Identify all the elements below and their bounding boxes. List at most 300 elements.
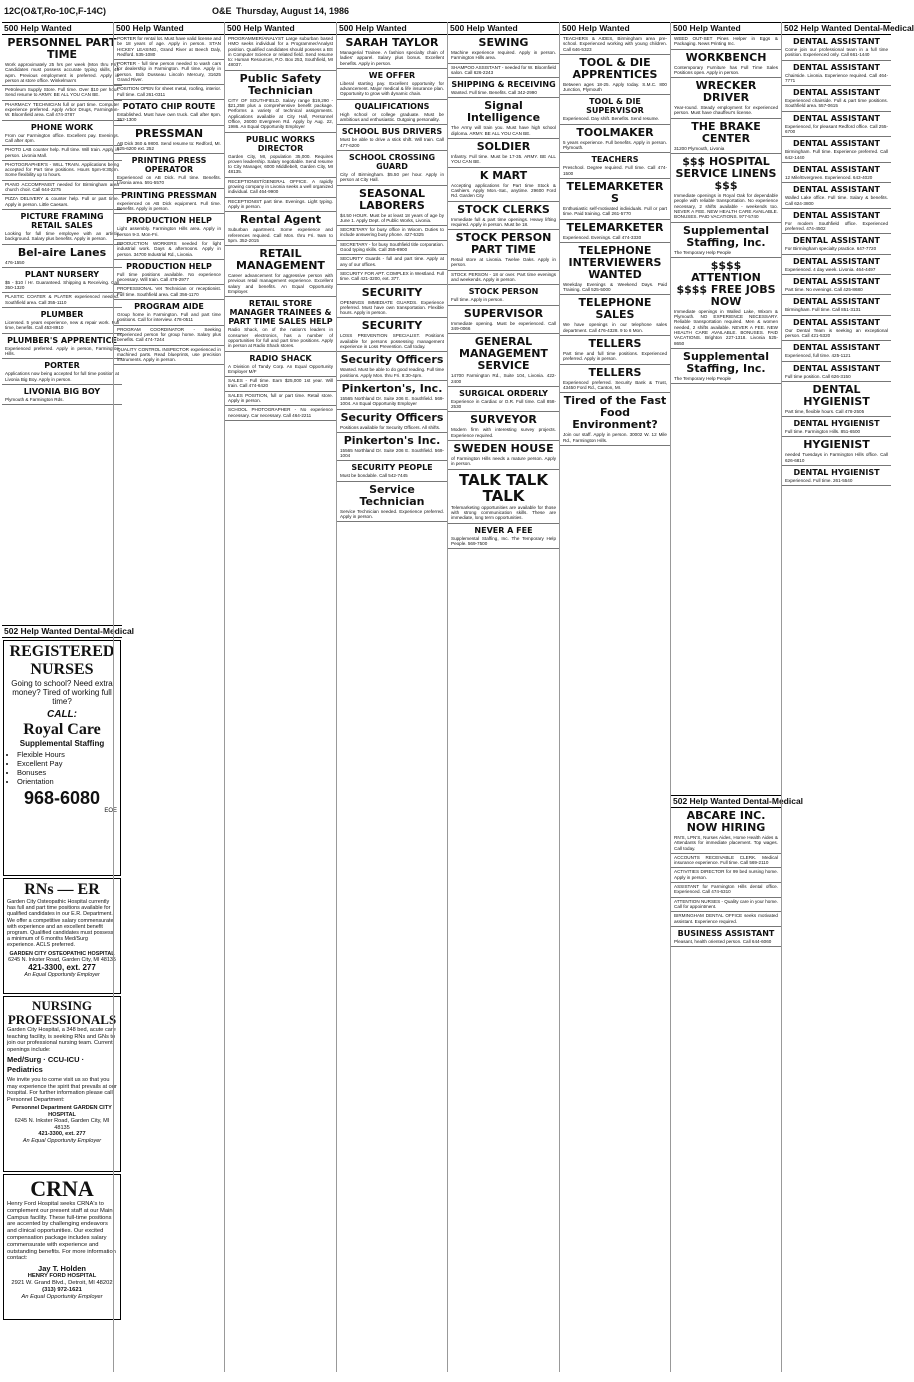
rns-er-phone: 421-3300, ext. 277	[28, 963, 96, 973]
ad-body: WEED OUT-SET Pines Helper in Eggs & Packaging. News Printing Inc.	[674, 36, 778, 47]
ad-heading: WRECKER DRIVER	[695, 79, 757, 105]
ad-body: Managerial Trainee. A fashion specialty chain of ladies' apparel. Salary plus bonus. Excellent benefits. Apply in person.	[340, 50, 444, 66]
nursing-pros-title: NURSING PROFESSIONALS	[7, 998, 117, 1027]
section-heading: 502 Help Wanted Dental-Medical	[784, 23, 914, 33]
crna-address: 2921 W. Grand Blvd., Detroit, MI 48202	[11, 1279, 113, 1286]
classified-ad	[782, 417, 891, 437]
column-1	[2, 22, 135, 1372]
classified-ad	[337, 241, 447, 256]
classified-ad	[671, 258, 781, 349]
classified-ad	[782, 382, 891, 417]
ad-heading: GENERAL MANAGEMENT SERVICE	[459, 335, 548, 373]
ad-body: Our Dental Team is seeking an exceptional person. Call 421-5320	[785, 327, 888, 338]
rns-er-body: Garden City Osteopathic Hospital currently has full and part time positions available for qualified candidates in our E.R. Department. We offer a competitive salary commensurate with experience and an excellent benefit program. Qualified candidates must possess a minimum of 6 months Med/Surg experience. ACLS preferred.	[7, 899, 114, 949]
classified-ad	[448, 168, 559, 202]
ad-body: STOCK PERSON - 18 or over. Part time evenings and weekends. Apply in person.	[451, 271, 556, 283]
classified-ad	[225, 352, 336, 378]
ad-heading: SOLDIER	[476, 140, 531, 154]
ad-heading: TELEMARKETERS	[566, 179, 664, 205]
classified-ad	[225, 297, 336, 351]
classified-ad	[448, 64, 559, 79]
classified-ad	[782, 437, 891, 466]
ad-body: ATTENTION NURSES - Quality care in your home. Call for appointment.	[674, 898, 778, 909]
nurses-call: CALL:	[47, 709, 77, 720]
ad-heading: SUPERVISOR	[463, 306, 544, 320]
ad-body: Come join our professional team in a full time position. Experienced only. Call 661-1440	[785, 47, 888, 58]
ad-heading: SEWING	[478, 36, 529, 49]
classified-ad	[448, 35, 559, 64]
page-header	[0, 0, 892, 22]
ad-body: Suburban apartment. Some experience and references required. Call Mon. thru Fri. 9am to 5pm. 352-2015	[228, 227, 333, 243]
classified-ad	[337, 151, 447, 186]
ad-heading: SURVEYOR	[470, 413, 537, 427]
ad-heading: LIVONIA BIG BOY	[23, 386, 101, 396]
classified-ad	[2, 308, 122, 334]
classified-ad	[114, 240, 224, 260]
classified-ad	[448, 98, 559, 139]
ad-heading: POTATO CHIP ROUTE	[122, 101, 216, 111]
classified-ad	[2, 161, 122, 181]
ad-body: Birmingham. Full time. Call 851-3131	[785, 307, 861, 313]
nurses-agency-sub: Supplemental Staffing	[19, 739, 105, 748]
ad-heading: PERSONNEL PART TIME	[7, 36, 117, 61]
ad-body: SECURITY Guards - full and part time. Apply at any of our offices.	[340, 256, 444, 267]
classified-ad	[448, 202, 559, 231]
ad-heading: SURGICAL ORDERLY	[459, 388, 548, 398]
ad-body: Career advancement for aggressive person with previous retail management experience. Excellent salary and benefits. An Equal Opportunity Employer.	[228, 273, 333, 295]
rns-er-contact: GARDEN CITY OSTEOPATHIC HOSPITAL	[9, 950, 115, 957]
benefit-item: • Flexible Hours	[17, 750, 117, 759]
column-1-ads	[2, 35, 122, 625]
classified-ad	[2, 121, 122, 147]
crna-body: Henry Ford Hospital seeks CRNA's to complement our present staff at our Main Campus facility. These full-time positions are accented by challenging endeavors and clinical opportunities. Our excited compensation package includes salary commensurate with experience and outstanding benefits. For more information contact:	[7, 1201, 116, 1262]
classified-ad	[782, 234, 891, 254]
ad-body: Experienced. Day shift. Benefits. Send resume.	[563, 116, 660, 122]
classified-ad	[671, 927, 781, 947]
ad-heading: PUBLIC WORKS DIRECTOR	[246, 134, 315, 153]
classified-ad	[782, 137, 891, 163]
classified-ad	[560, 336, 670, 365]
classified-ad	[337, 226, 447, 241]
ad-body: SHAMPOO ASSISTANT - needed for W. Bloomfield salon. Call 626-2243	[451, 64, 557, 75]
classified-ad	[114, 35, 224, 60]
crna-eoe: An Equal Opportunity Employer	[21, 1293, 103, 1300]
ad-body: Full time positions available. No experience necessary. Will train. Call 478-2977	[117, 271, 221, 283]
ad-body: Machine experience required. Apply in person. Farmington Hills area.	[451, 50, 556, 61]
ad-heading: BUSINESS ASSISTANT	[677, 928, 775, 938]
classified-ad	[560, 35, 670, 55]
classified-ad	[337, 35, 447, 69]
ad-body: Year-round. Steady employment for experienced person. Must have chauffeur's license.	[674, 105, 778, 116]
classified-ad	[782, 255, 891, 275]
ad-body: Immediate full & part time openings. Heavy lifting required. Apply in person. Must be 18.	[451, 216, 556, 227]
ad-body: Licensed. 5 years experience, new & repair work. Full time, benefits. Call 453-8910	[5, 320, 119, 331]
ad-body: PIANO ACCOMPANIST needed for Birmingham area church choir. Call 644-2275	[5, 181, 119, 193]
ad-body: Garden City, MI, population 35,000. Requires proven leadership. Salary negotiable. Send resume to City Manager, 6000 Middlebelt, Garden City, MI 48135.	[228, 153, 333, 175]
ad-heading: SCHOOL CROSSING GUARD	[348, 152, 436, 171]
issue-date: Thursday, August 14, 1986	[236, 6, 350, 16]
classified-ad	[114, 60, 224, 85]
ad-heading: DENTAL ASSISTANT	[793, 363, 880, 373]
classified-ad	[671, 854, 781, 869]
ad-body: Light assembly. Farmington Hills area. Apply in person 9-3. Mon-Fri.	[117, 226, 221, 237]
classified-ad	[671, 349, 781, 384]
ad-heading: PORTER	[44, 361, 80, 371]
ad-heading: TOOL & DIE SUPERVISOR	[586, 97, 644, 116]
opening-item: Med/Surg	[7, 1055, 42, 1064]
ad-heading: RADIO SHACK	[249, 353, 312, 363]
classified-ad	[448, 441, 559, 470]
ad-heading: TELEMARKETER	[566, 220, 664, 234]
ad-heading: DENTAL HYGIENIST	[803, 382, 870, 408]
ad-body: Full time. Farmington Hills. 851-6500	[785, 429, 861, 435]
ad-body: A Division of Tandy Corp. An Equal Opportunity Employer M/F	[228, 363, 333, 374]
ad-heading: Pinkerton's, Inc.	[341, 381, 443, 395]
ad-body: Full time. Apply in person.	[451, 297, 504, 303]
classified-ad	[671, 912, 781, 927]
column-4-ads	[337, 35, 447, 522]
ad-body: Weekday Evenings & Weekend Days. Paid Training. Call 525-5000	[563, 281, 667, 293]
classified-ad	[2, 245, 122, 268]
ad-body: PLASTIC COATER & PLATER experienced needed. Southfield area. Call 355-1110	[5, 294, 119, 305]
classified-ad	[782, 61, 891, 87]
classified-ad	[671, 78, 781, 119]
classified-ad	[337, 186, 447, 227]
ad-heading: Public Safety Technician	[239, 71, 322, 97]
ad-body: RN'S, LPN'S, Nurses Aides, Home Health Aides & Attendants for immediate placement. Top wages. Call today.	[674, 835, 778, 851]
ad-heading: PROGRAM AIDE	[134, 302, 204, 312]
ad-heading: SARAH TAYLOR	[345, 36, 439, 49]
ad-heading: SECURITY PEOPLE	[351, 463, 433, 473]
nursing-pros-phone: 421-3300, ext. 277	[38, 1131, 86, 1137]
ad-body: Plymouth & Farmington Rds.	[5, 396, 64, 402]
ad-body: Looking for full time employee with an artistic background. Salary plus benefits. Apply in person.	[5, 230, 119, 242]
classified-ad	[560, 55, 670, 96]
classified-ad	[2, 35, 122, 86]
crna-org: HENRY FORD HOSPITAL	[27, 1273, 97, 1280]
classified-ad	[560, 125, 670, 154]
ad-heading: Supplemental Staffing, Inc.	[683, 349, 769, 375]
opening-item: CCU-ICU	[47, 1055, 80, 1064]
classified-ad	[2, 334, 122, 360]
ad-body: ACCOUNTS RECEIVABLE CLERK. Medical insurance experience. Full time. Call 569-2110	[674, 854, 778, 866]
ad-heading: THE BRAKE CENTER	[691, 119, 761, 145]
ad-heading: PLUMBER'S APPRENTICE	[7, 335, 117, 345]
ad-heading: $$$$ ATTENTION $$$$ FREE JOBS NOW	[676, 258, 776, 308]
ad-heading: PHONE WORK	[30, 122, 94, 132]
section-heading: 500 Help Wanted	[560, 22, 670, 35]
paper-name: O&E	[212, 6, 232, 16]
classified-ad	[671, 898, 781, 913]
ad-body: $5 - $10 / Hr. Guaranteed. Shipping & Receiving. Call 350-1320	[5, 279, 119, 291]
classified-ad	[114, 126, 224, 155]
nursing-pros-contact: Personnel Department GARDEN CITY HOSPITAL	[12, 1105, 112, 1118]
ad-body: SALES POSITION, full or part time. Retail store. Apply in person.	[228, 392, 333, 403]
ad-body: For Birmingham specialty practice. 647-7720	[785, 246, 877, 252]
ad-heading: Supplemental Staffing, Inc.	[683, 223, 769, 249]
ad-body: Telemarketing opportunities are available for those with strong communication skills. These are immediate, long term opportunities.	[451, 504, 556, 521]
ad-body: $4.50 HOUR. Must be at least 18 years of age by June 1. Apply Dept. of Public Works, Livonia.	[340, 212, 444, 223]
nurses-display-ad	[3, 640, 121, 876]
classified-ad	[337, 381, 447, 410]
ad-body: PIZZA DELIVERY & counter help. Full or part time. Apply in person. Little Caesars.	[5, 196, 119, 207]
ad-heading: $$$ HOSPITAL SERVICE LINENS $$$	[675, 155, 777, 193]
nursing-pros-address: 6245 N. Inkster Road, Garden City, MI 48135	[14, 1118, 110, 1131]
ad-heading: Bel-aire Lanes	[17, 245, 107, 259]
ad-body: City of Birmingham. $5.50 per hour. Apply in person at City Hall.	[340, 171, 444, 183]
page-code: 12C(O&T,Ro-10C,F-14C)	[4, 6, 107, 16]
ad-body: Full time position. Call 626-3150	[785, 373, 851, 379]
section-heading: 500 Help Wanted	[671, 22, 781, 35]
ad-heading: TELEPHONE INTERVIEWERS WANTED	[568, 243, 662, 281]
ad-body: TEACHERS & AIDES, Birmingham area pre-school. Experienced working with young children. Call 646-5323	[563, 36, 667, 52]
ad-body: Wanted. Must be able to do good reading. Full time positions. Apply Mon. thru Fri. 8:30-4pm.	[340, 367, 445, 378]
ad-body: Experience in Cardiac or O.R. Full time. Call 858-2530	[451, 398, 556, 410]
ad-heading: DENTAL ASSISTANT	[793, 88, 880, 98]
classified-ad	[560, 179, 670, 220]
classified-ad	[337, 352, 447, 381]
ad-heading: PRODUCTION HELP	[126, 261, 212, 271]
ad-heading: QUALIFICATIONS	[354, 101, 430, 111]
classified-ad	[671, 808, 781, 854]
ad-body: Petroleum Supply Store. Full time. Over $10 per hour. Send resume to ARMY. BE ALL YOU CAN BE.	[5, 87, 119, 98]
ad-body: POSITION OPEN for sheet metal, roofing, interior. Full time. Call 261-0311	[117, 86, 221, 97]
benefit-item: • Excellent Pay	[17, 759, 117, 768]
crna-display-ad	[3, 1174, 121, 1320]
classified-ad	[560, 365, 670, 394]
ad-body: OPENINGS IMMEDIATE GUARDS. Experience preferred. Must have own transportation. Flexible hours. Apply in person.	[340, 299, 444, 316]
ad-heading: Service Technician	[359, 482, 425, 508]
nurses-phone: 968-6080	[23, 788, 101, 808]
ad-body: Experienced, for pleasant Redford office. Call 255-6700	[785, 123, 888, 135]
section-heading: 500 Help Wanted	[225, 22, 336, 35]
ad-body: Established. Must have own truck. Call after 6pm. 352-1300	[117, 111, 221, 123]
column-7-ads	[671, 35, 781, 795]
nursing-pros-display-ad	[3, 996, 121, 1172]
nurses-eoe: EOE	[104, 808, 117, 814]
ad-heading: PRODUCTION HELP	[126, 216, 212, 226]
ad-body: Must be bondable. Call 542-7445	[340, 473, 408, 479]
ad-heading: RETAIL STORE MANAGER TRAINEES & PART TIME SALES HELP	[228, 299, 333, 327]
ad-body: PROFESSIONAL Vet Technician or receptionist. Full time. Southfield area. Call 356-1170	[117, 286, 221, 297]
classified-ad	[671, 35, 781, 50]
classified-ad	[337, 270, 447, 285]
ad-heading: DENTAL ASSISTANT	[793, 256, 880, 266]
ad-body: Pleasant, health oriented person. Call 644-6060	[674, 938, 772, 944]
ad-heading: DENTAL ASSISTANT	[793, 210, 880, 220]
classified-ad	[671, 50, 781, 79]
classified-ad	[782, 341, 891, 361]
ad-heading: SWEDEN HOUSE	[453, 442, 554, 456]
nursing-pros-openings: Med/Surg · CCU-ICU · Pediatrics	[7, 1055, 85, 1074]
ad-body: The Temporary Help People	[674, 249, 732, 255]
ad-heading: HYGIENIST	[803, 438, 870, 452]
classified-ad	[782, 316, 891, 342]
ad-body: 14700 Farmington Rd., Suite 104, Livonia. 422-2400	[451, 373, 556, 384]
classified-ad	[560, 295, 670, 336]
ad-body: CITY OF SOUTHFIELD. Salary range $19,290 - $21,258 plus a comprehensive benefit package. Performs a variety of technical assignments. Applications available at City Hall, Personnel Office, 26000 Evergreen Rd. Apply by Aug. 22, 1986. An Equal Opportunity Employer	[228, 97, 333, 130]
classified-ad	[114, 346, 224, 366]
classified-ad	[560, 220, 670, 243]
ad-body: Experienced preferred. Security Bank & Trust, 43450 Ford Rd., Canton, MI.	[563, 379, 667, 390]
classified-ad	[448, 524, 559, 550]
column-8	[781, 22, 914, 1372]
ad-body: 15565 Northland Dr. Suite 206 E. Southfield. 569-1004. An Equal Opportunity Employer	[340, 395, 444, 407]
ad-body: Experienced on AB Dick. Full time. Benefits. Livonia area. 591-5570	[117, 175, 221, 186]
ad-body: PROGRAMMER/ANALYST Large suburban based HMO seeks individual for a Programmer/Analyst position. Qualified candidates should possess a BS in Computer Science or related field. Send resume to: Human Resources, P.O. Box 253, Southfield, MI 48037.	[228, 36, 333, 68]
classified-ad	[782, 163, 891, 183]
nursing-pros-body: Garden City Hospital, a 348 bed, acute care teaching facility, is seeking RNs and GNs to join our professional nursing team. Current openings include:	[7, 1027, 116, 1053]
ad-heading: SECURITY	[361, 285, 423, 299]
classified-ad	[560, 95, 670, 124]
classified-ad	[337, 433, 447, 462]
ad-heading: DENTAL ASSISTANT	[793, 277, 880, 287]
classified-ad	[782, 209, 891, 235]
ad-heading: DENTAL ASSISTANT	[793, 37, 880, 46]
ad-body: Walled Lake office. Full time. Salary & benefits. Call 624-3800	[785, 195, 888, 206]
ad-body: Immediate openings in Walled Lake, Wixom & Plymouth. NO EXPERIENCE NECESSARY. Reliable transportation required. Men & women needed, 2 shifts available. NEVER A FEE. NEW HEALTH CARE AVAILABLE. BONUSES. PAID VACATIONS. Brighton 227-1318. Livonia 525-8650	[674, 308, 778, 346]
ad-body: Chairside. Livonia. Experience required. Call 464-7771	[785, 72, 888, 83]
ad-body: Service Technician needed. Experience preferred. Apply in person.	[340, 508, 444, 519]
ad-body: Modern firm with interesting survey projects. Experience required.	[451, 427, 556, 438]
ad-body: Part time, flexible hours. Call 478-2505	[785, 408, 865, 414]
ad-body: 476-1550	[5, 259, 25, 265]
classified-ad	[2, 146, 122, 161]
classified-ad	[114, 189, 224, 215]
ad-body: Work approximately 25 hrs per week (Mon thru Fri). Candidates must possess accurate typing skills, 45 wpm. Previous employment is preferred. Apply in person at store office. Winkelman's	[5, 62, 119, 83]
ad-heading: SHIPPING & RECEIVING	[451, 80, 556, 90]
section-heading: 502 Help Wanted Dental-Medical	[673, 796, 804, 806]
ad-heading: TELEPHONE SALES	[578, 296, 652, 322]
ad-heading: TELLERS	[588, 337, 642, 351]
ad-heading: TOOLMAKER	[576, 125, 654, 139]
classified-ad	[114, 285, 224, 300]
classified-ad	[782, 362, 891, 382]
ad-heading: ABCARE INC. NOW HIRING	[686, 809, 766, 834]
section-heading: 500 Help Wanted	[2, 22, 122, 35]
ad-heading: STOCK PERSON PART TIME	[455, 231, 552, 257]
ad-heading: PLUMBER	[40, 310, 84, 320]
section-heading: 500 Help Wanted	[448, 22, 559, 35]
ad-body: Enthusiastic self-motivated individuals. Full or part time. Paid training. Call 261-5770	[563, 205, 667, 217]
ad-body: PHARMACY TECHNICIAN full or part time. Computer experience preferred. Apply Arbor Drugs, Farmington-W. Bloomfield area. Call 474-3787	[5, 101, 119, 118]
section-heading: 502 Help Wanted Dental-Medical	[4, 626, 135, 636]
column-3-ads	[225, 35, 336, 421]
classified-ad	[337, 482, 447, 523]
nurses-tagline: Going to school? Need extra money? Tired of working full time?	[11, 679, 113, 706]
rns-er-eoe: An Equal Opportunity Employer	[24, 972, 100, 979]
ad-heading: STOCK PERSON	[468, 287, 539, 297]
column-6	[559, 22, 670, 1372]
crna-title: CRNA	[30, 1176, 94, 1201]
ad-body: PHOTOGRAPHER'S - WILL TRAIN. Applications being accepted for Part time positions. Hours 5pm-9:30pm. Some flexibility up to hours.	[5, 161, 119, 178]
ad-heading: RETAIL MANAGEMENT	[236, 247, 325, 273]
ad-body: Experienced chairside. Full & part time positions. Southfield area. 557-0615	[785, 98, 888, 109]
ad-body: Infantry. Full time. Must be 17-35. ARMY. BE ALL YOU CAN BE.	[451, 154, 556, 165]
classified-ad	[671, 868, 781, 883]
nurses-benefits-list	[17, 750, 117, 786]
classified-ad	[448, 78, 559, 98]
ad-body: PORTER for rental lot. Must have valid license and be 18 years of age. Apply in person. STAN HICKEY LEASING, Grand River at Beech Daly, Redford. 535-1080	[117, 36, 221, 57]
classified-ad	[337, 100, 447, 126]
ad-heading: SCHOOL BUS DRIVERS	[341, 127, 443, 137]
ad-body: Part time. No evenings. Call 425-8680	[785, 287, 863, 293]
classified-ad	[114, 214, 224, 240]
classified-ad	[225, 392, 336, 407]
column-2-ads	[114, 35, 224, 365]
ad-heading: DENTAL ASSISTANT	[793, 139, 880, 149]
rns-er-display-ad	[3, 878, 121, 994]
ad-body: experienced on AB Dick equipment. Full time. Benefits. Apply in person.	[117, 200, 221, 212]
ad-body: Wanted. Full time. Benefits. Call 342-2990	[451, 90, 537, 96]
ad-body: Immediate opening. Must be experienced. Call 349-0066	[451, 320, 556, 331]
ad-heading: DENTAL ASSISTANT	[793, 164, 880, 174]
classified-ad	[2, 86, 122, 101]
ad-body: QUALITY CONTROL INSPECTOR experienced in machined parts. Read blueprints, use precision instruments. Apply in person.	[117, 346, 221, 363]
classified-ad	[2, 181, 122, 196]
ad-heading: K MART	[479, 168, 528, 182]
classified-ad	[782, 112, 891, 138]
ad-body: 5 years experience. Full benefits. Apply in person. Plymouth.	[563, 139, 667, 151]
classified-ad	[114, 326, 224, 346]
ad-heading: DENTAL ASSISTANT	[793, 236, 880, 246]
classified-ad	[448, 387, 559, 413]
classified-ad	[225, 133, 336, 178]
classified-ad	[337, 125, 447, 151]
classified-ad	[448, 271, 559, 286]
ad-body: PORTER - full time person needed to wash cars for dealership in Farmington. Full time. Apply in person. Bob Dusseau Lincoln Mercury, 31625 Grand River.	[117, 61, 221, 83]
ad-body: The Army will train you. Must have high school diploma. ARMY. BE ALL YOU CAN BE.	[451, 125, 556, 136]
ad-heading: WORKBENCH	[685, 50, 767, 64]
classified-ad	[560, 393, 670, 446]
column-6-ads	[560, 35, 670, 446]
column-8-ads	[782, 35, 891, 486]
ad-heading: Tired of the Fast Food Environment?	[563, 394, 667, 432]
ad-heading: TOOL & DIE APPRENTICES	[572, 55, 658, 81]
ad-body: of Farmington Hills needs a mature person. Apply in person.	[451, 456, 556, 467]
column-7-dental-ads	[671, 808, 781, 947]
classified-ad	[782, 466, 891, 486]
ad-body: SECRETARY - for busy Southfield title corporation. Good typing skills. Call 355-8900	[340, 241, 444, 253]
ad-heading: PRINTING PRESS OPERATOR	[131, 156, 207, 175]
column-2	[113, 22, 224, 1372]
ad-heading: Security Officers	[340, 410, 444, 424]
ad-body: Applications now being accepted for full time position at Livonia Big Boy. Apply in person.	[5, 371, 119, 382]
classified-ad	[114, 300, 224, 326]
ad-body: Experienced. Evenings. Call 474-3330	[563, 234, 642, 240]
classified-ad	[225, 377, 336, 392]
classified-ad	[114, 154, 224, 189]
ad-heading: Signal Intelligence	[466, 99, 541, 125]
classifieds-grid	[2, 22, 914, 1372]
ad-body: Liberal starting pay. Excellent opportunity for advancement. Major medical & life insurance plan. Opportunity to grow with dynamic chain.	[340, 80, 444, 97]
ad-body: Supplemental Staffing, Inc. The Temporary Help People. 569-7500	[451, 535, 556, 546]
ad-heading: NEVER A FEE	[474, 525, 533, 535]
ad-body: RECEPTIONIST part time. Evenings. Light typing. Apply in person.	[228, 198, 333, 209]
classified-ad	[671, 223, 781, 258]
ad-body: 15565 Northland Dr. Suite 206 E. Southfield. 569-1004	[340, 447, 444, 459]
ad-heading: Rental Agent	[240, 213, 321, 227]
ad-body: AB Dick 360 & 9800. Send resume to: Redford, MI. 525-6200 ext. 252	[117, 140, 221, 151]
classified-ad	[337, 461, 447, 481]
classified-ad	[225, 71, 336, 133]
classified-ad	[782, 295, 891, 315]
crna-phone: (313) 972-1621	[42, 1286, 82, 1293]
ad-body: SCHOOL PHOTOGRAPHER - No experience necessary. Car necessary. Call 464-2211	[228, 407, 333, 418]
ad-body: PROGRAM COORDINATOR - Seeking experienced person for group home. Salary plus benefits. Call 474-7244	[117, 326, 221, 343]
classified-ad	[114, 100, 224, 126]
classified-ad	[337, 318, 447, 352]
